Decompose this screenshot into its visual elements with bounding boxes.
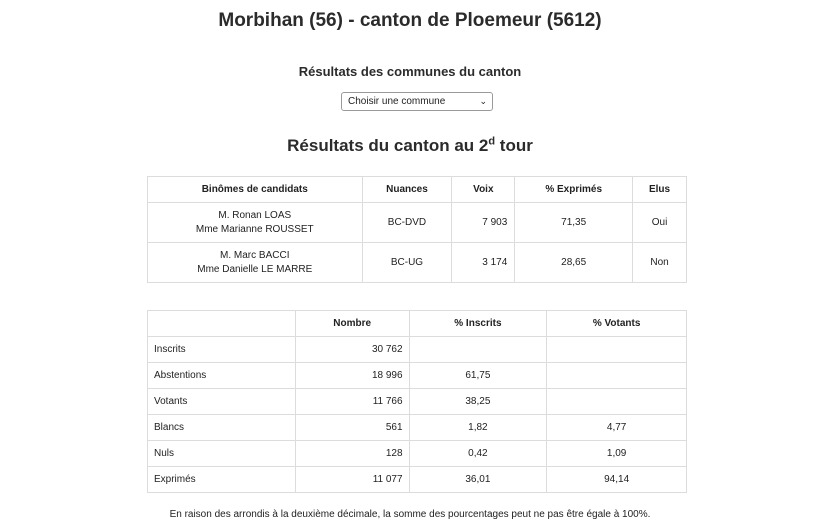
column-header: % Votants [547, 311, 687, 337]
pct-votants-cell [547, 363, 687, 389]
row-label: Abstentions [148, 363, 296, 389]
voix-cell: 7 903 [452, 203, 515, 243]
table-row [148, 467, 687, 493]
candidate-name: M. Marc BACCI [220, 249, 290, 261]
stats-table [147, 310, 687, 493]
row-label: Nuls [148, 441, 296, 467]
table-row [148, 203, 687, 243]
column-header: Elus [633, 177, 687, 203]
table-row [148, 363, 687, 389]
table-row [148, 415, 687, 441]
candidate-name: Mme Marianne ROUSSET [195, 223, 314, 235]
nombre-cell: 11 766 [295, 389, 409, 415]
candidate-pair [148, 203, 363, 243]
candidate-pair [148, 243, 363, 283]
table-row [148, 243, 687, 283]
pct-inscrits-cell: 0,42 [409, 441, 547, 467]
row-label: Blancs [148, 415, 296, 441]
canton-heading-prefix: Résultats du canton au 2 [287, 136, 489, 155]
elus-cell: Non [633, 243, 687, 283]
commune-select[interactable] [341, 92, 493, 111]
column-header: Binômes de candidats [148, 177, 363, 203]
pct-votants-cell: 1,09 [547, 441, 687, 467]
row-label: Exprimés [148, 467, 296, 493]
nuance-cell: BC-DVD [362, 203, 452, 243]
candidate-name: M. Ronan LOAS [218, 209, 292, 221]
canton-heading [0, 136, 820, 156]
commune-select-box[interactable] [341, 92, 493, 111]
pct-inscrits-cell: 1,82 [409, 415, 547, 441]
nombre-cell: 30 762 [295, 337, 409, 363]
row-label: Votants [148, 389, 296, 415]
pct-inscrits-cell: 61,75 [409, 363, 547, 389]
column-header [148, 311, 296, 337]
table-header-row [148, 311, 687, 337]
voix-cell: 3 174 [452, 243, 515, 283]
pct-votants-cell [547, 337, 687, 363]
pct-votants-cell: 94,14 [547, 467, 687, 493]
pct-inscrits-cell [409, 337, 547, 363]
pct-exprimes-cell: 28,65 [515, 243, 633, 283]
canton-heading-suffix: tour [495, 136, 533, 155]
table-row [148, 389, 687, 415]
canton-heading-sup: d [488, 135, 496, 148]
column-header: Nombre [295, 311, 409, 337]
elus-cell: Oui [633, 203, 687, 243]
column-header: % Exprimés [515, 177, 633, 203]
row-label: Inscrits [148, 337, 296, 363]
commune-select-value: Choisir une commune [348, 96, 446, 107]
nombre-cell: 18 996 [295, 363, 409, 389]
nuance-cell: BC-UG [362, 243, 452, 283]
pct-votants-cell [547, 389, 687, 415]
pct-inscrits-cell: 36,01 [409, 467, 547, 493]
page-title: Morbihan (56) - canton de Ploemeur (5612) [218, 10, 602, 31]
candidates-table [147, 176, 687, 283]
column-header: Voix [452, 177, 515, 203]
pct-inscrits-cell: 38,25 [409, 389, 547, 415]
column-header: Nuances [362, 177, 452, 203]
table-row [148, 337, 687, 363]
footnote: En raison des arrondis à la deuxième décimale, la somme des pourcentages peut ne pas être égale à 100%. [169, 509, 651, 520]
pct-votants-cell: 4,77 [547, 415, 687, 441]
table-header-row [148, 177, 687, 203]
table-row [148, 441, 687, 467]
candidate-name: Mme Danielle LE MARRE [197, 263, 313, 275]
nombre-cell: 561 [295, 415, 409, 441]
nombre-cell: 128 [295, 441, 409, 467]
nombre-cell: 11 077 [295, 467, 409, 493]
communes-heading: Résultats des communes du canton [298, 64, 522, 79]
pct-exprimes-cell: 71,35 [515, 203, 633, 243]
column-header: % Inscrits [409, 311, 547, 337]
chevron-down-icon: ⌄ [479, 96, 487, 106]
